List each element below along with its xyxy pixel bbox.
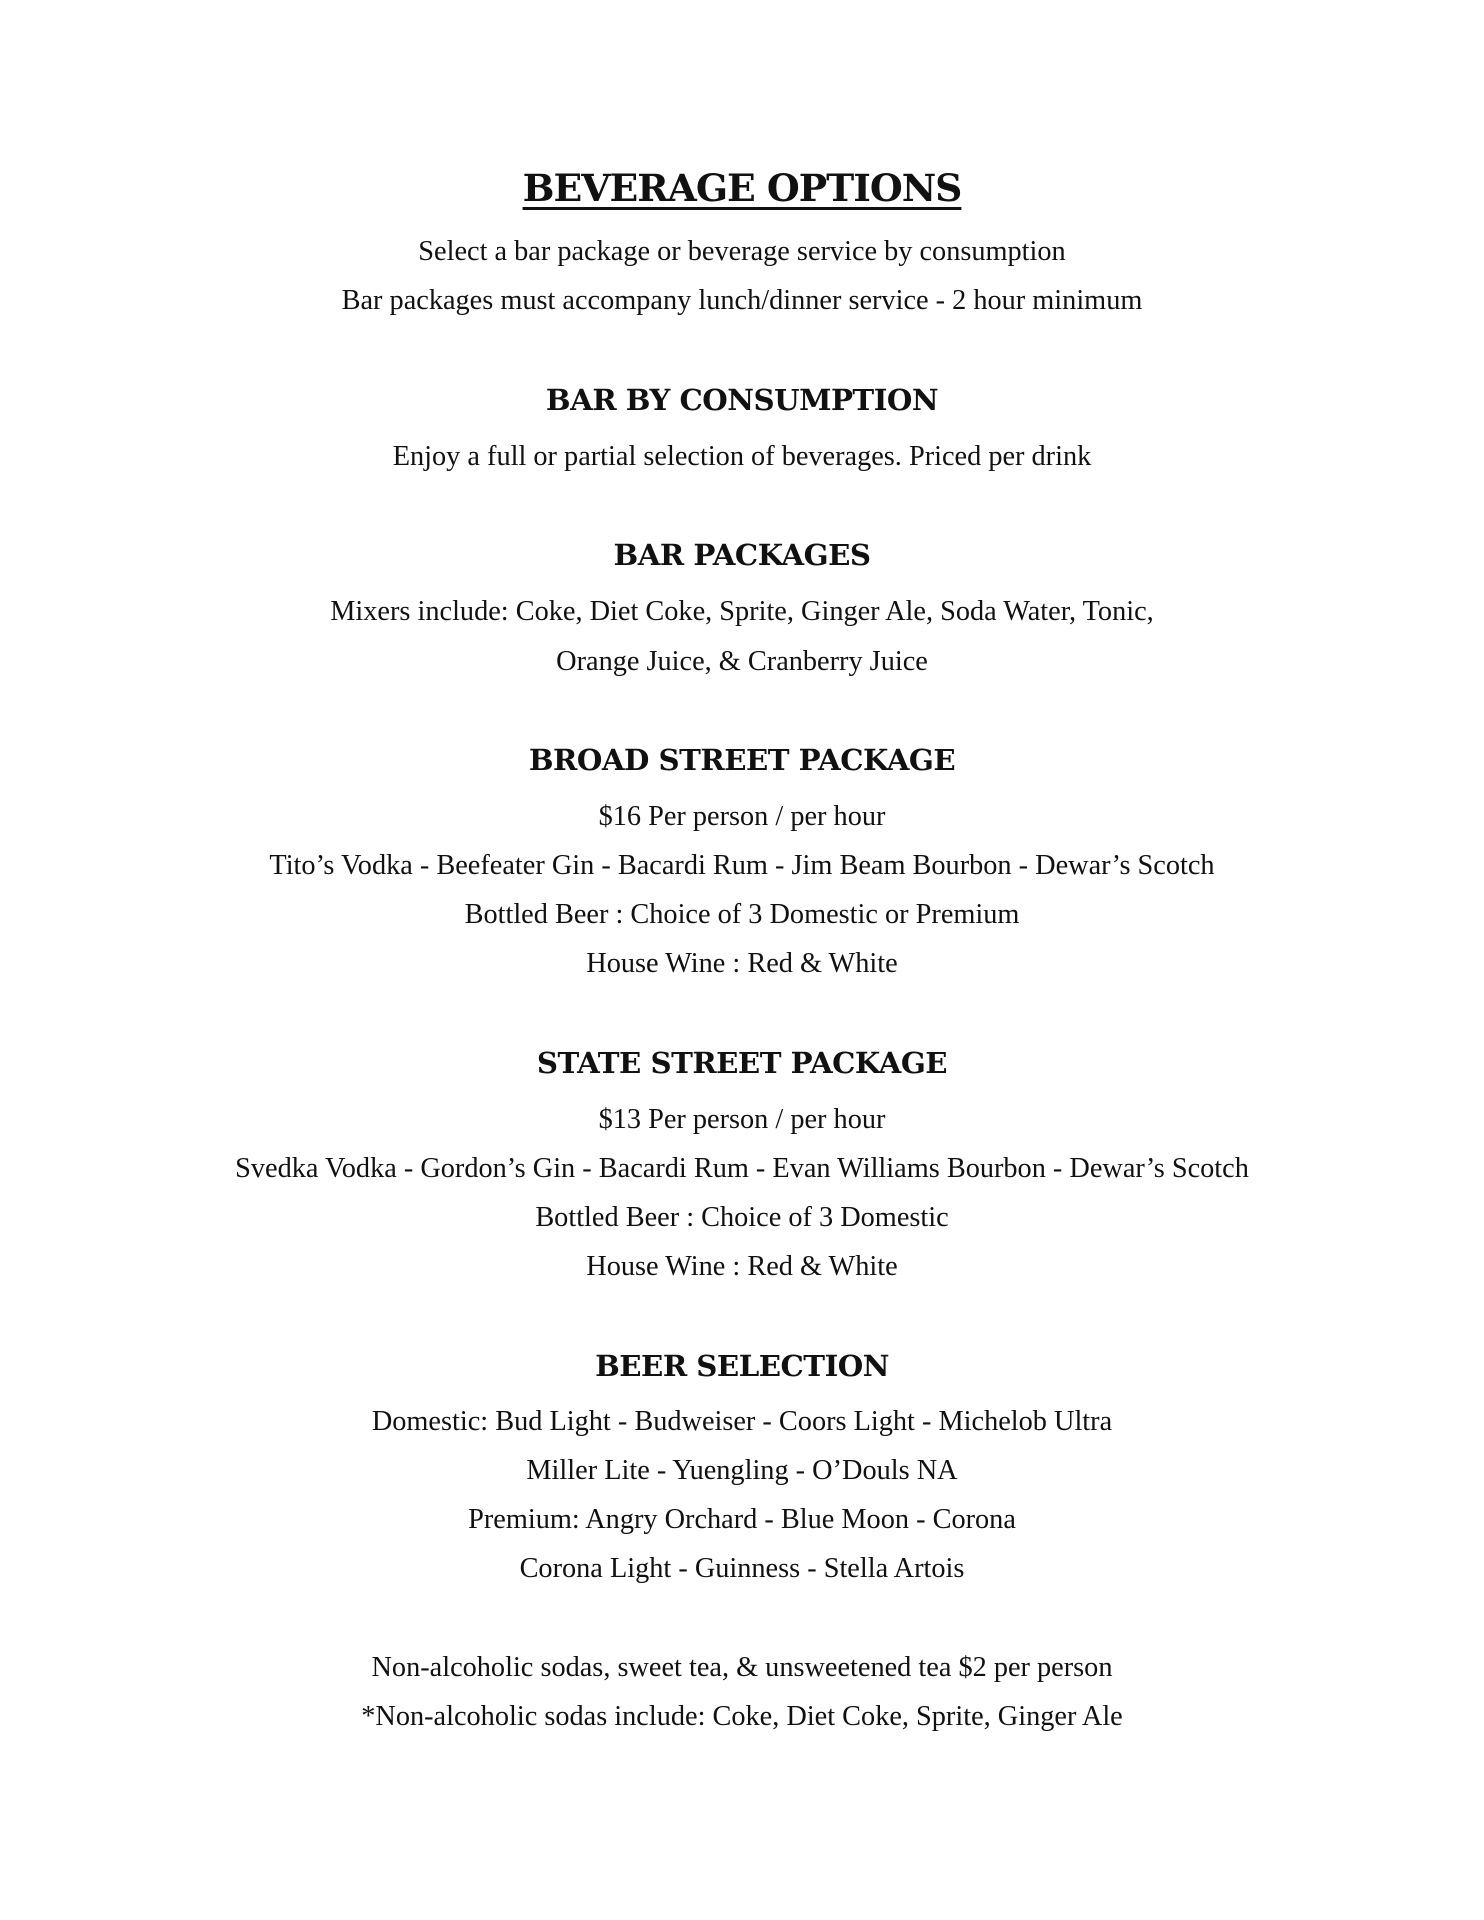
section-line: Mixers include: Coke, Diet Coke, Sprite, Ginger Ale, Soda Water, Tonic, <box>330 596 1154 627</box>
page-title: BEVERAGE OPTIONS <box>522 166 962 210</box>
section-line: House Wine : Red & White <box>586 948 898 979</box>
footer-line-1: Non-alcoholic sodas, sweet tea, & unsweetened tea $2 per person <box>371 1652 1113 1683</box>
intro-line-1: Select a bar package or beverage service by consumption <box>418 236 1066 267</box>
section-line: Miller Lite - Yuengling - O’Douls NA <box>526 1455 958 1486</box>
section-line: Svedka Vodka - Gordon’s Gin - Bacardi Rum - Evan Williams Bourbon - Dewar’s Scotch <box>235 1153 1249 1184</box>
section-line: Bottled Beer : Choice of 3 Domestic or Premium <box>464 899 1020 930</box>
section-line: Premium: Angry Orchard - Blue Moon - Corona <box>468 1504 1016 1535</box>
footer-line-2: *Non-alcoholic sodas include: Coke, Diet Coke, Sprite, Ginger Ale <box>361 1701 1123 1732</box>
section-heading-broad-street-package: BROAD STREET PACKAGE <box>528 743 956 777</box>
section-line: $13 Per person / per hour <box>598 1104 886 1135</box>
section-heading-bar-packages: BAR PACKAGES <box>613 538 871 572</box>
section-line: Tito’s Vodka - Beefeater Gin - Bacardi Rum - Jim Beam Bourbon - Dewar’s Scotch <box>269 850 1215 881</box>
section-line: Enjoy a full or partial selection of beverages. Priced per drink <box>392 441 1092 472</box>
section-line: Bottled Beer : Choice of 3 Domestic <box>535 1202 949 1233</box>
section-line: Domestic: Bud Light - Budweiser - Coors Light - Michelob Ultra <box>371 1406 1113 1437</box>
section-heading-state-street-package: STATE STREET PACKAGE <box>536 1046 948 1080</box>
section-line: $16 Per person / per hour <box>598 801 886 832</box>
section-heading-bar-by-consumption: BAR BY CONSUMPTION <box>545 383 939 417</box>
section-line: Corona Light - Guinness - Stella Artois <box>519 1553 965 1584</box>
section-line: House Wine : Red & White <box>586 1251 898 1282</box>
intro-line-2: Bar packages must accompany lunch/dinner service - 2 hour minimum <box>341 285 1143 316</box>
section-heading-beer-selection: BEER SELECTION <box>595 1349 889 1383</box>
section-line: Orange Juice, & Cranberry Juice <box>556 646 928 677</box>
